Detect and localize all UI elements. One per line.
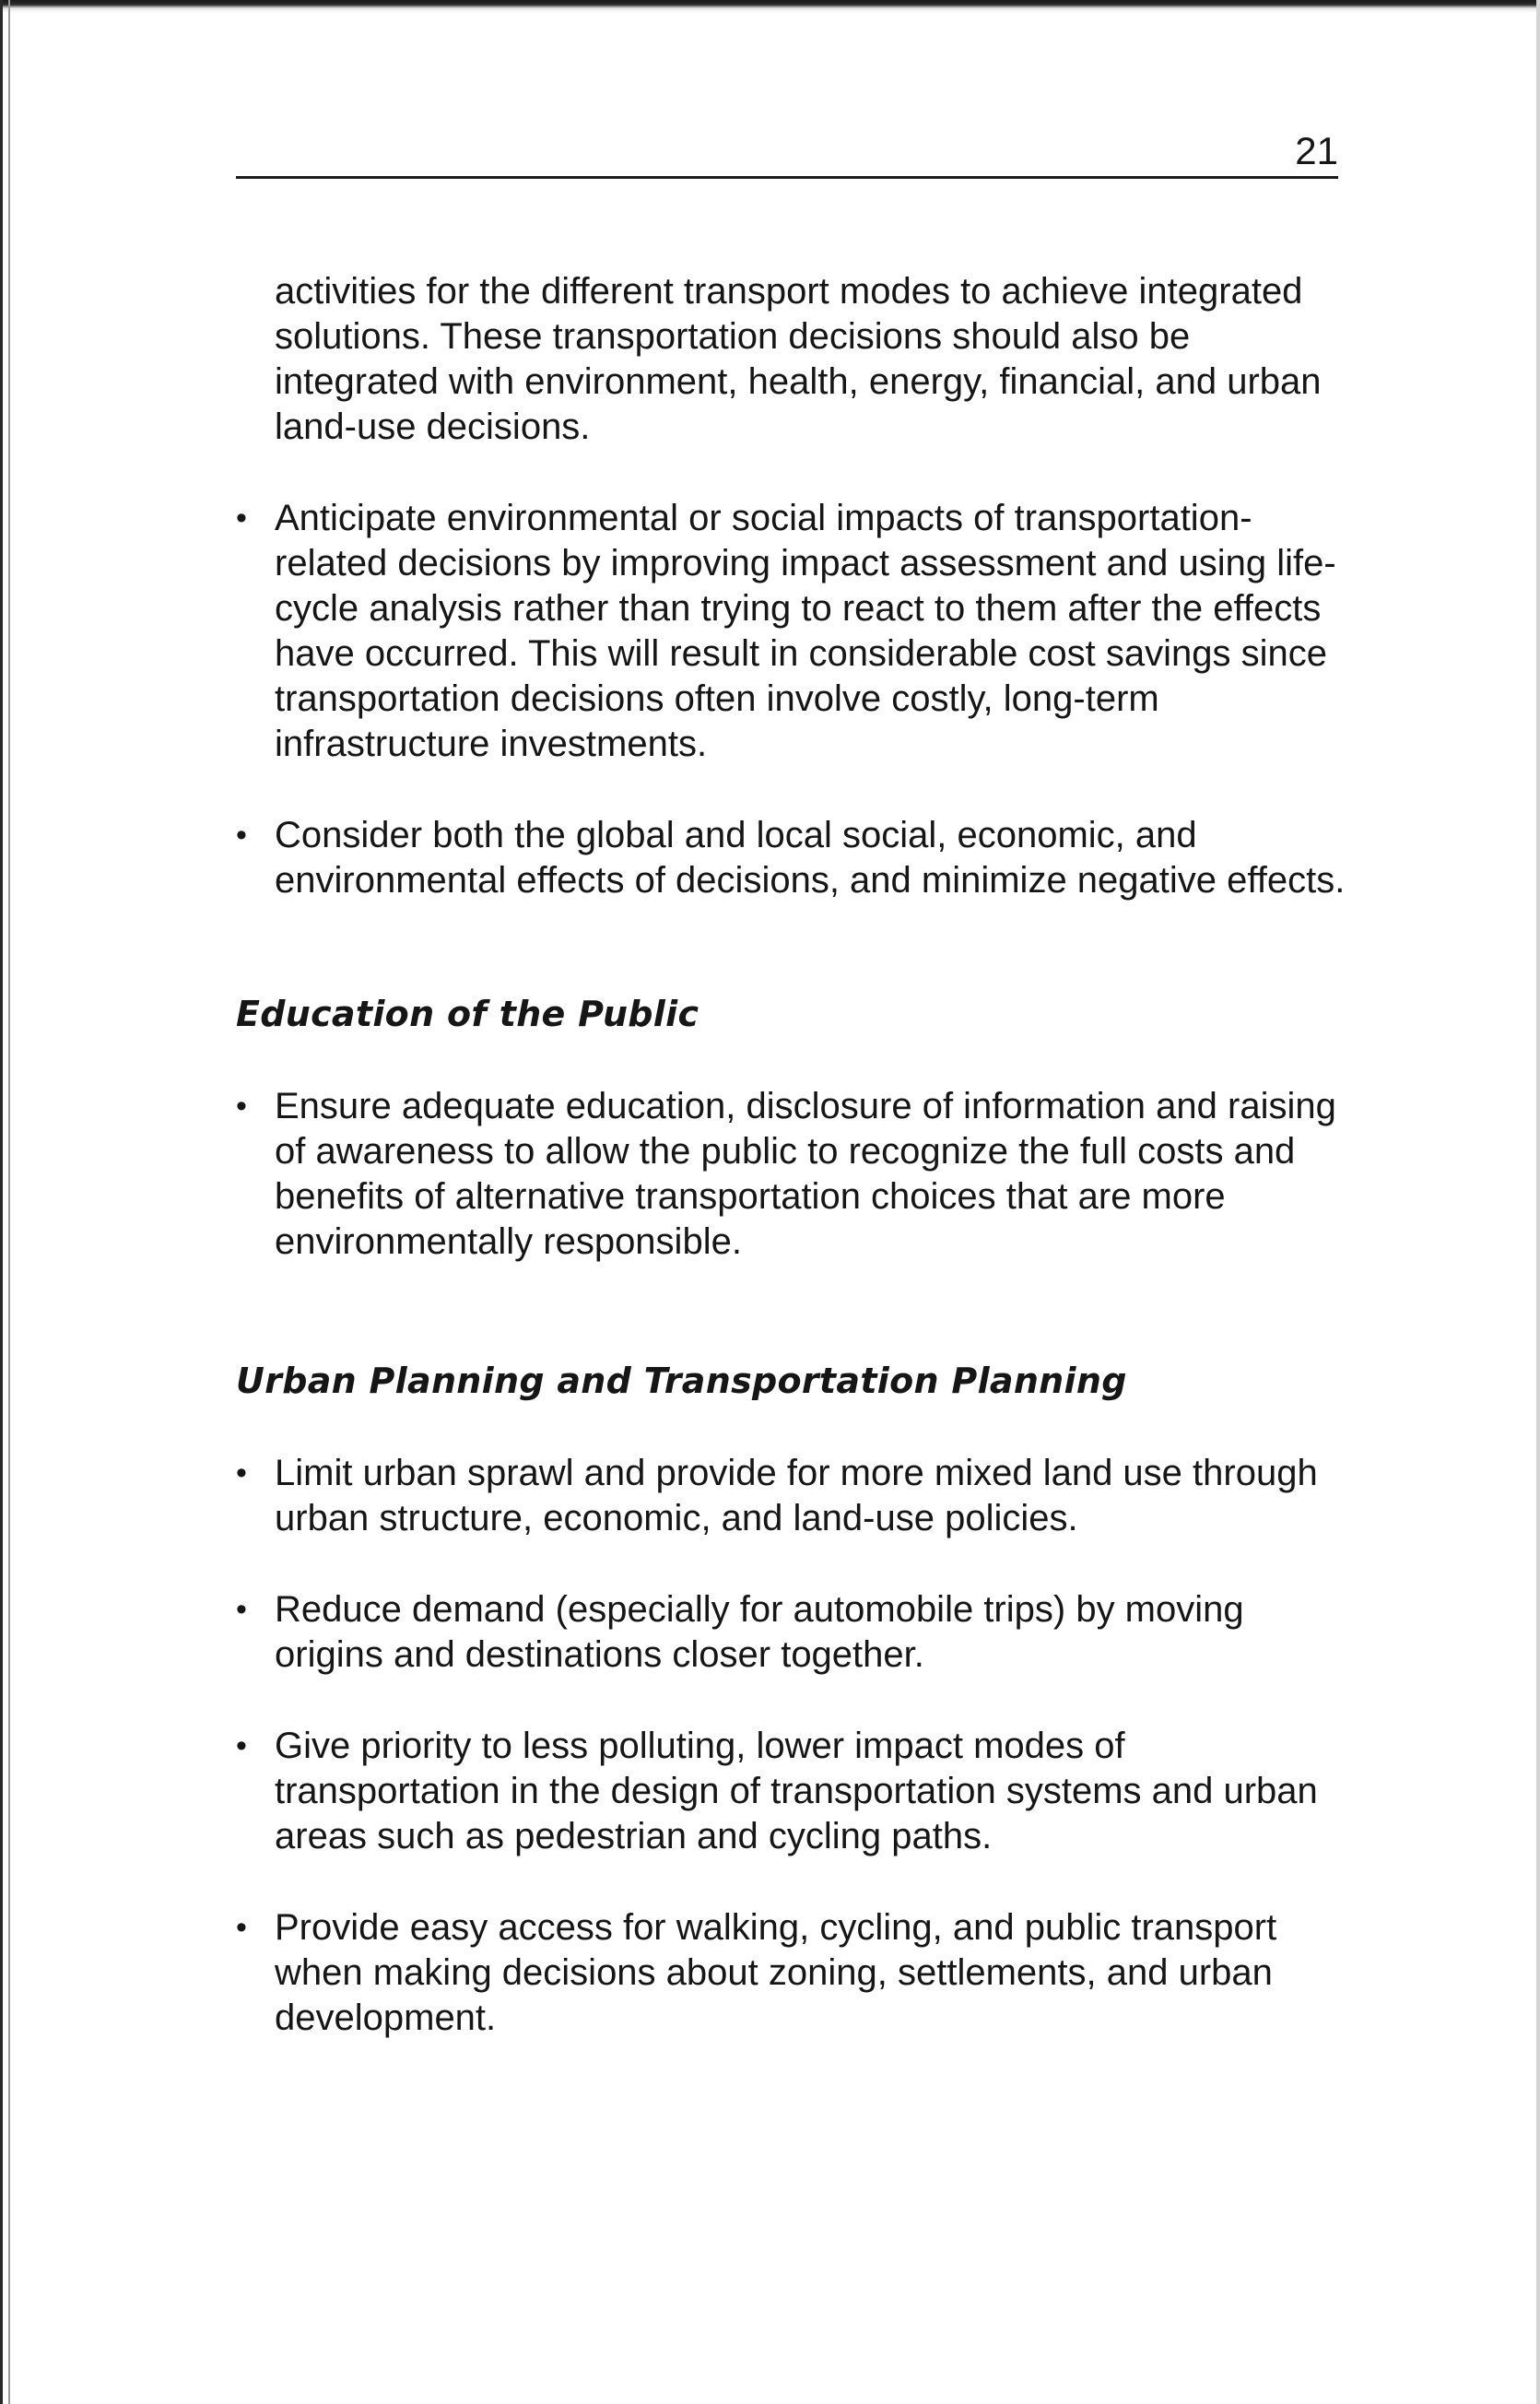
bullet-icon: • xyxy=(236,501,247,536)
page-number: 21 xyxy=(1295,129,1338,172)
bullet-text: Give priority to less polluting, lower impact modes of transportation in the design of transportation systems and urban areas such as pedestrian and cycling paths. xyxy=(275,1726,1318,1856)
intro-continuation-paragraph: activities for the different transport modes to achieve integrated solutions. These transportation decisions should also be integrated with environment, health, energy, financial, and urban land-use decisions. xyxy=(275,271,1322,447)
section-heading-education: Education of the Public xyxy=(236,994,699,1034)
bullet-item xyxy=(236,1451,1360,1541)
bullet-text: Ensure adequate education, disclosure of information and raising of awareness to allow the public to recognize the full costs and benefits of alternative transportation choices that are more environmentally responsible. xyxy=(275,1086,1336,1262)
bullet-icon: • xyxy=(236,1728,247,1763)
bullet-item xyxy=(236,496,1360,767)
bullet-text: Consider both the global and local social, economic, and environmental effects of decisions, and minimize negative effects. xyxy=(275,815,1346,901)
bullet-icon: • xyxy=(236,818,247,853)
bullet-icon: • xyxy=(236,1910,247,1945)
header-rule xyxy=(236,176,1338,179)
bullet-icon: • xyxy=(236,1089,247,1124)
bullet-item xyxy=(236,1724,1360,1859)
bullet-item xyxy=(236,1905,1360,2041)
bullet-item xyxy=(236,813,1360,903)
bullet-item xyxy=(236,1084,1360,1265)
scan-top-edge xyxy=(0,0,1540,13)
bullet-item xyxy=(236,1587,1360,1678)
page-content xyxy=(236,269,1360,2041)
bullet-icon: • xyxy=(236,1592,247,1627)
bullet-text: Limit urban sprawl and provide for more mixed land use through urban structure, economic, and land-use policies. xyxy=(275,1453,1318,1538)
section-heading-urban-planning: Urban Planning and Transportation Planning xyxy=(236,1361,1127,1401)
scan-binding-edge xyxy=(0,0,15,2404)
bullet-icon: • xyxy=(236,1455,247,1491)
bullet-text: Provide easy access for walking, cycling, and public transport when making decisions about zoning, settlements, and urban development. xyxy=(275,1907,1277,2038)
bullet-text: Reduce demand (especially for automobile trips) by moving origins and destinations closer together. xyxy=(275,1589,1244,1675)
scan-right-edge xyxy=(1536,0,1540,2404)
bullet-text: Anticipate environmental or social impacts of transportation-related decisions by improving impact assessment and using life-cycle analysis rather than trying to react to them after the effects have occurred. This will result in considerable cost savings since transportation decisions often involve costly, long-term infrastructure investments. xyxy=(275,498,1336,764)
